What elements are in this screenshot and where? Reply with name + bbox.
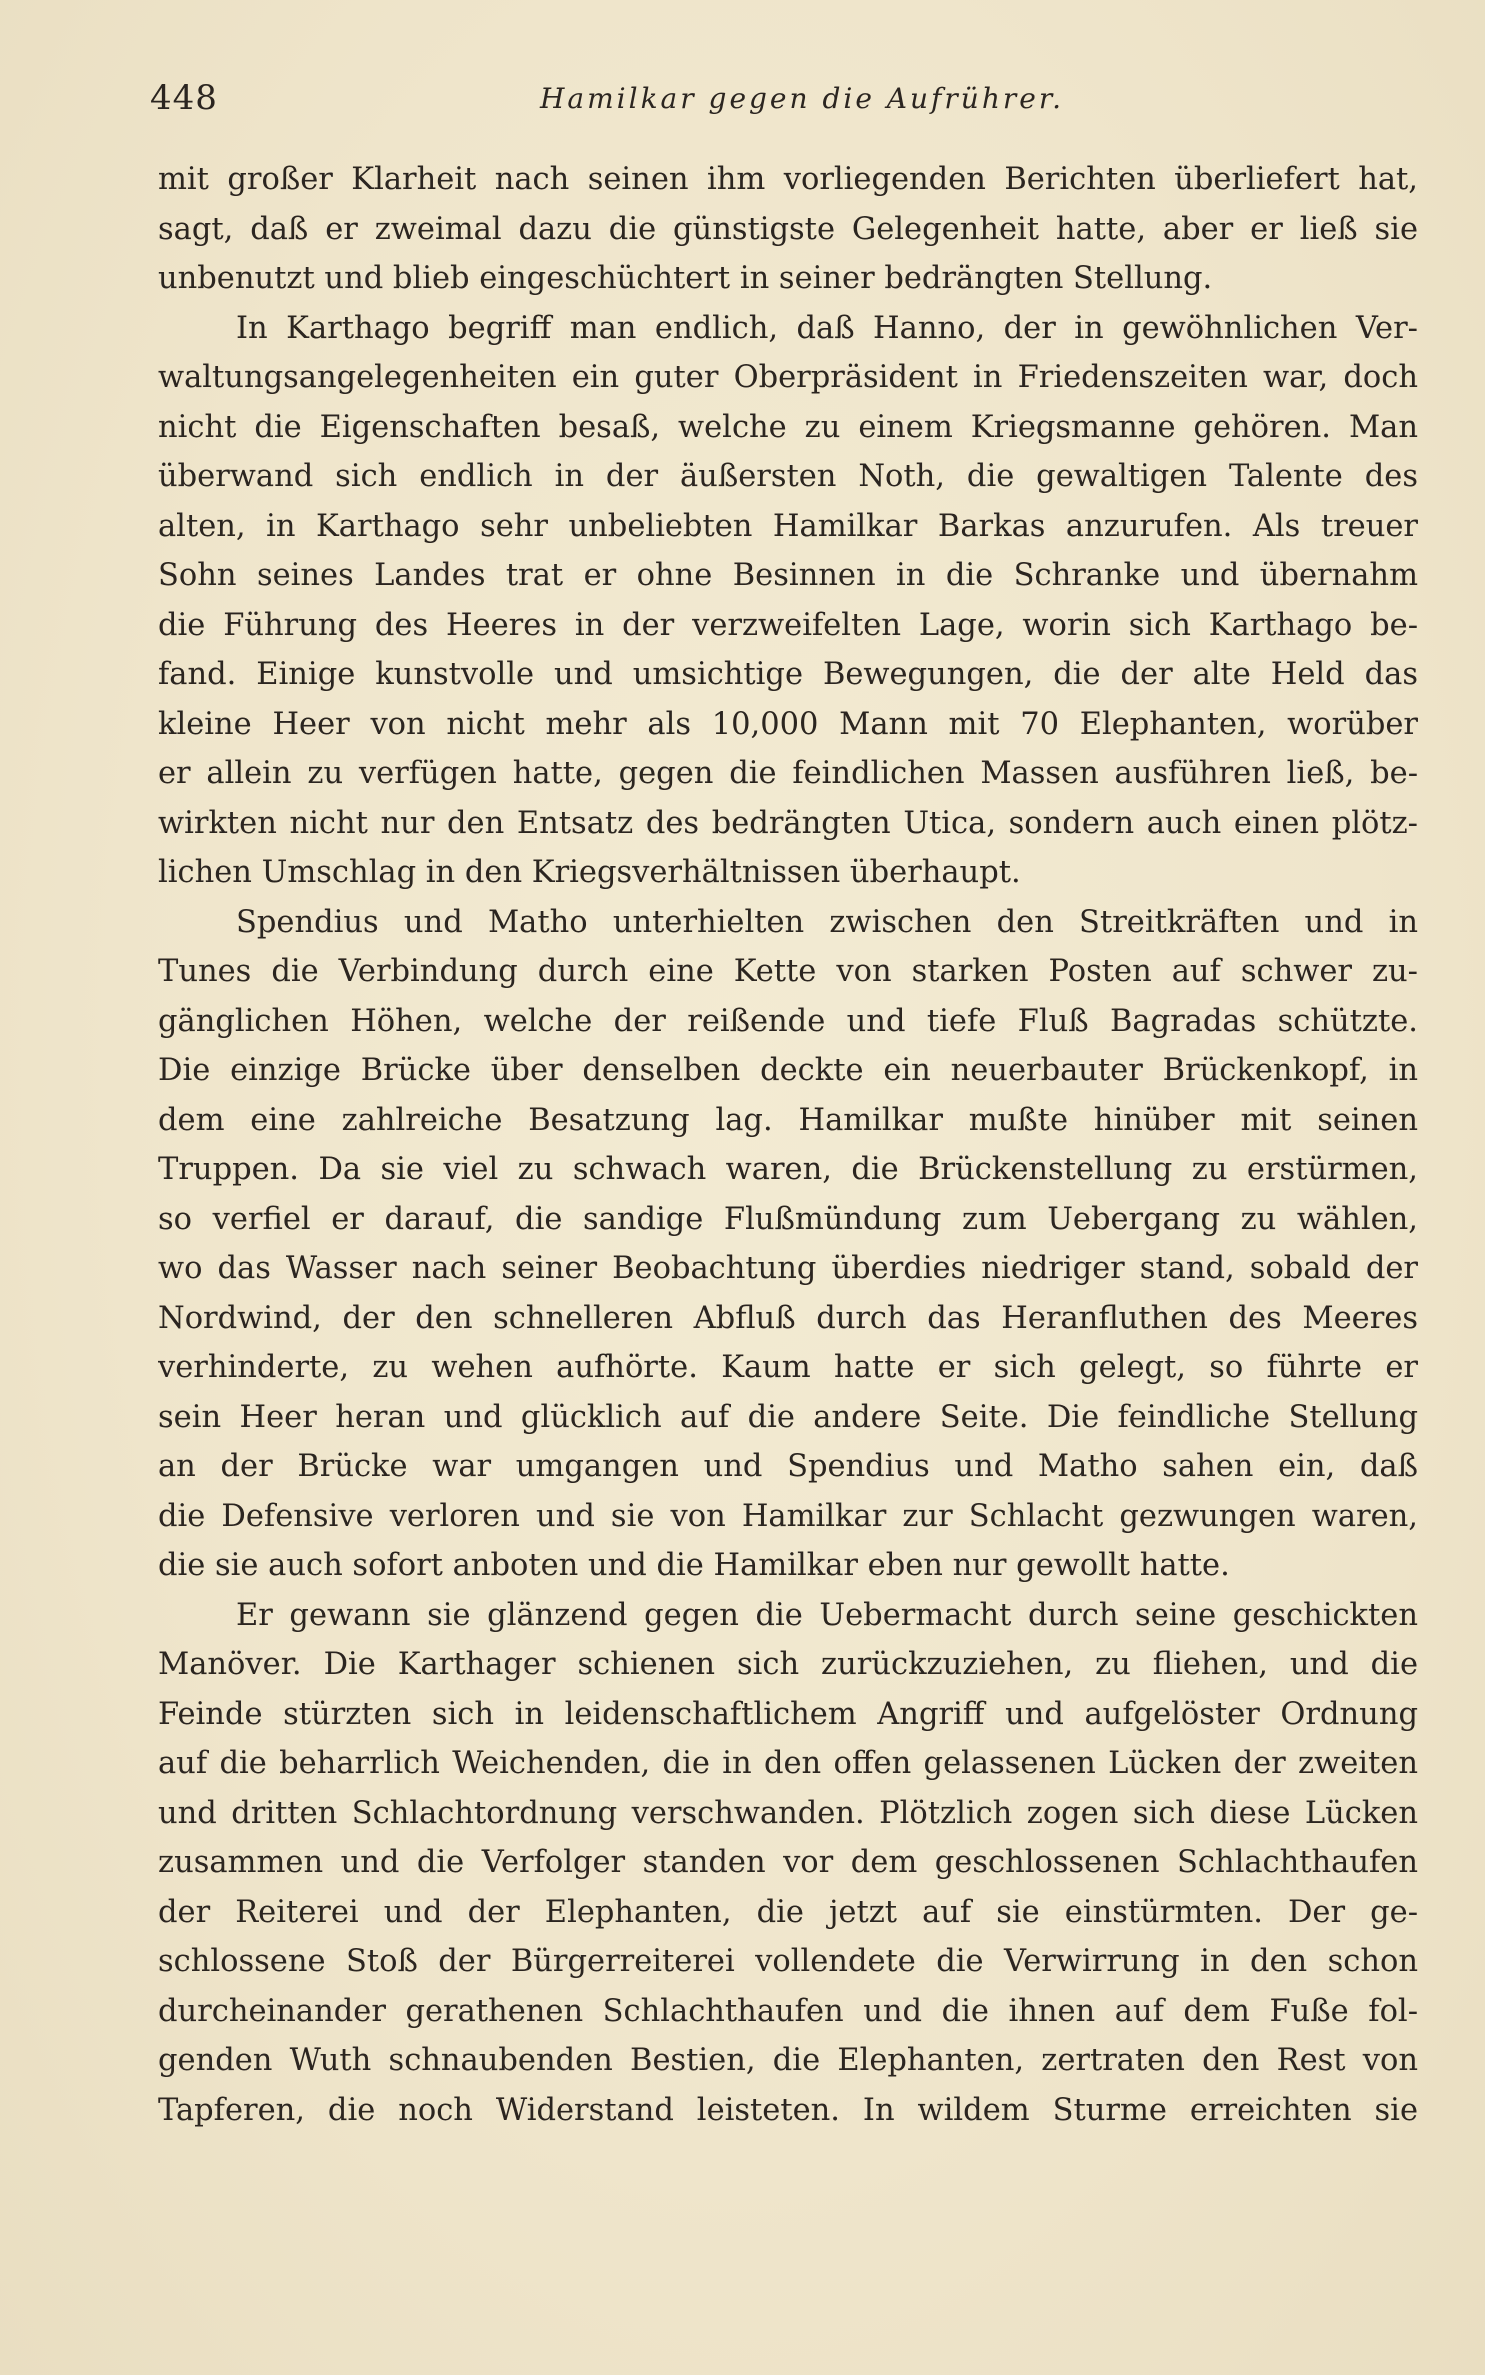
text-line: Nordwind, der den schnelleren Abfluß durch das Heranfluthen des Meeres — [158, 1300, 1418, 1336]
text-line: kleine Heer von nicht mehr als 10,000 Mann mit 70 Elephanten, worüber — [158, 706, 1418, 742]
text-line: Feinde stürzten sich in leidenschaftlichem Angriff und aufgelöster Ordnung — [158, 1696, 1418, 1732]
text-line: Spendius und Matho unterhielten zwischen den Streitkräften und in — [236, 904, 1418, 940]
text-line: Tunes die Verbindung durch eine Kette von starken Posten auf schwer zu- — [158, 954, 1418, 989]
running-title: Hamilkar gegen die Aufrührer. — [540, 82, 1065, 115]
text-line: mit großer Klarheit nach seinen ihm vorliegenden Berichten überliefert hat, — [158, 162, 1418, 197]
text-line: Sohn seines Landes trat er ohne Besinnen in die Schranke und übernahm — [158, 558, 1418, 593]
body-text — [158, 155, 1418, 2135]
text-line: Truppen. Da sie viel zu schwach waren, die Brückenstellung zu erstürmen, — [158, 1152, 1418, 1187]
text-line: die sie auch sofort anboten und die Hamilkar eben nur gewollt hatte. — [158, 1548, 1230, 1583]
page-number: 448 — [150, 78, 218, 118]
text-line: der Reiterei und der Elephanten, die jetzt auf sie einstürmten. Der ge- — [158, 1894, 1418, 1930]
text-line: er allein zu verfügen hatte, gegen die feindlichen Massen ausführen ließ, be- — [158, 756, 1418, 791]
text-line: Die einzige Brücke über denselben deckte ein neuerbauter Brückenkopf, in — [158, 1053, 1418, 1088]
text-line: Er gewann sie glänzend gegen die Uebermacht durch seine geschickten — [236, 1597, 1418, 1633]
text-line: sagt, daß er zweimal dazu die günstigste Gelegenheit hatte, aber er ließ sie — [158, 211, 1418, 247]
text-line: lichen Umschlag in den Kriegsverhältnissen überhaupt. — [158, 855, 1021, 890]
text-line: sein Heer heran und glücklich auf die andere Seite. Die feindliche Stellung — [158, 1399, 1418, 1435]
text-line: Manöver. Die Karthager schienen sich zurückzuziehen, zu fliehen, und die — [158, 1647, 1418, 1682]
text-line: durcheinander gerathenen Schlachthaufen und die ihnen auf dem Fuße fol- — [158, 1993, 1418, 2029]
text-line: an der Brücke war umgangen und Spendius und Matho sahen ein, daß — [158, 1449, 1418, 1484]
text-line: und dritten Schlachtordnung verschwanden. Plötzlich zogen sich diese Lücken — [158, 1795, 1418, 1831]
text-line: waltungsangelegenheiten ein guter Oberpräsident in Friedenszeiten war, doch — [158, 360, 1418, 395]
text-line: wirkten nicht nur den Entsatz des bedrängten Utica, sondern auch einen plötz- — [158, 805, 1418, 841]
text-line: die Defensive verloren und sie von Hamilkar zur Schlacht gezwungen waren, — [158, 1498, 1418, 1534]
text-line: auf die beharrlich Weichenden, die in den offen gelassenen Lücken der zweiten — [158, 1746, 1418, 1781]
text-line: unbenutzt und blieb eingeschüchtert in seiner bedrängten Stellung. — [158, 261, 1213, 296]
text-line: fand. Einige kunstvolle und umsichtige Bewegungen, die der alte Held das — [158, 657, 1418, 692]
text-line: Tapferen, die noch Widerstand leisteten. In wildem Sturme erreichten sie — [158, 2092, 1418, 2128]
text-line: In Karthago begriff man endlich, daß Hanno, der in gewöhnlichen Ver- — [236, 310, 1418, 346]
text-line: gänglichen Höhen, welche der reißende und tiefe Fluß Bagradas schützte. — [158, 1003, 1418, 1039]
text-line: genden Wuth schnaubenden Bestien, die Elephanten, zertraten den Rest von — [158, 2043, 1418, 2078]
text-line: verhinderte, zu wehen aufhörte. Kaum hatte er sich gelegt, so führte er — [158, 1350, 1418, 1385]
text-line: überwand sich endlich in der äußersten Noth, die gewaltigen Talente des — [158, 459, 1418, 494]
text-line: wo das Wasser nach seiner Beobachtung überdies niedriger stand, sobald der — [158, 1251, 1418, 1286]
page-header — [150, 70, 1420, 130]
text-line: die Führung des Heeres in der verzweifelten Lage, worin sich Karthago be- — [158, 607, 1418, 643]
text-line: alten, in Karthago sehr unbeliebten Hamilkar Barkas anzurufen. Als treuer — [158, 508, 1418, 544]
text-line: dem eine zahlreiche Besatzung lag. Hamilkar mußte hinüber mit seinen — [158, 1102, 1418, 1138]
text-line: nicht die Eigenschaften besaß, welche zu einem Kriegsmanne gehören. Man — [158, 409, 1418, 445]
text-line: schlossene Stoß der Bürgerreiterei vollendete die Verwirrung in den schon — [158, 1944, 1418, 1979]
text-line: zusammen und die Verfolger standen vor dem geschlossenen Schlachthaufen — [158, 1845, 1418, 1880]
text-line: so verfiel er darauf, die sandige Flußmündung zum Uebergang zu wählen, — [158, 1201, 1418, 1237]
